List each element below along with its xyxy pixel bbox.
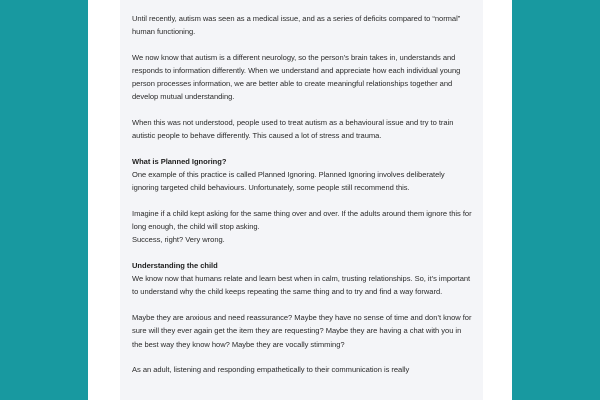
paragraph-planned-ignoring-definition: One example of this practice is called Planned Ignoring. Planned Ignoring involves deliberately ignoring targeted child behaviours. Unfortunately, some people still recommend this. (132, 170, 445, 193)
paragraph-maybe-anxious: Maybe they are anxious and need reassurance? Maybe they have no sense of time and don’t know for sure will they ever again get the item they are requesting? Maybe they are having a chat with you in the best way they know how? Maybe they are vocally stimming? (132, 313, 472, 349)
page-content-area (120, 0, 483, 400)
heading-understanding-the-child: Understanding the child (132, 261, 218, 271)
paragraph-behavioural-issue: When this was not understood, people used to treat autism as a behavioural issue and try to train autistic people to behave differently. This caused a lot of stress and trauma. (132, 117, 454, 141)
paragraph-trusting-relationships: We know now that humans relate and learn best when in calm, trusting relationships. So, it’s important to understand why the child keeps repeating the same thing and to try and find a way forward. (132, 274, 471, 297)
heading-what-is-planned-ignoring: What is Planned Ignoring? (132, 156, 227, 166)
document-page (88, 0, 512, 400)
paragraph-imagine-child: Imagine if a child kept asking for the same thing over and over. If the adults around them ignore this for long enough, the child will stop asking. (132, 208, 472, 232)
paragraph-as-an-adult: As an adult, listening and responding empathetically to their communication is really (132, 365, 410, 375)
paragraph-different-neurology: We now know that autism is a different neurology, so the person’s brain takes in, understands and responds to information differently. When we understand and appreciate how each individual young person processes information, we are better able to create meaningful relationships together and develop mutual understanding. (132, 52, 461, 102)
paragraph-success-very-wrong: Success, right? Very wrong. (132, 235, 225, 245)
paragraph-medical-issue: Until recently, autism was seen as a medical issue, and as a series of deficits compared to “normal” human functioning. (132, 13, 461, 36)
text-column (132, 0, 472, 389)
